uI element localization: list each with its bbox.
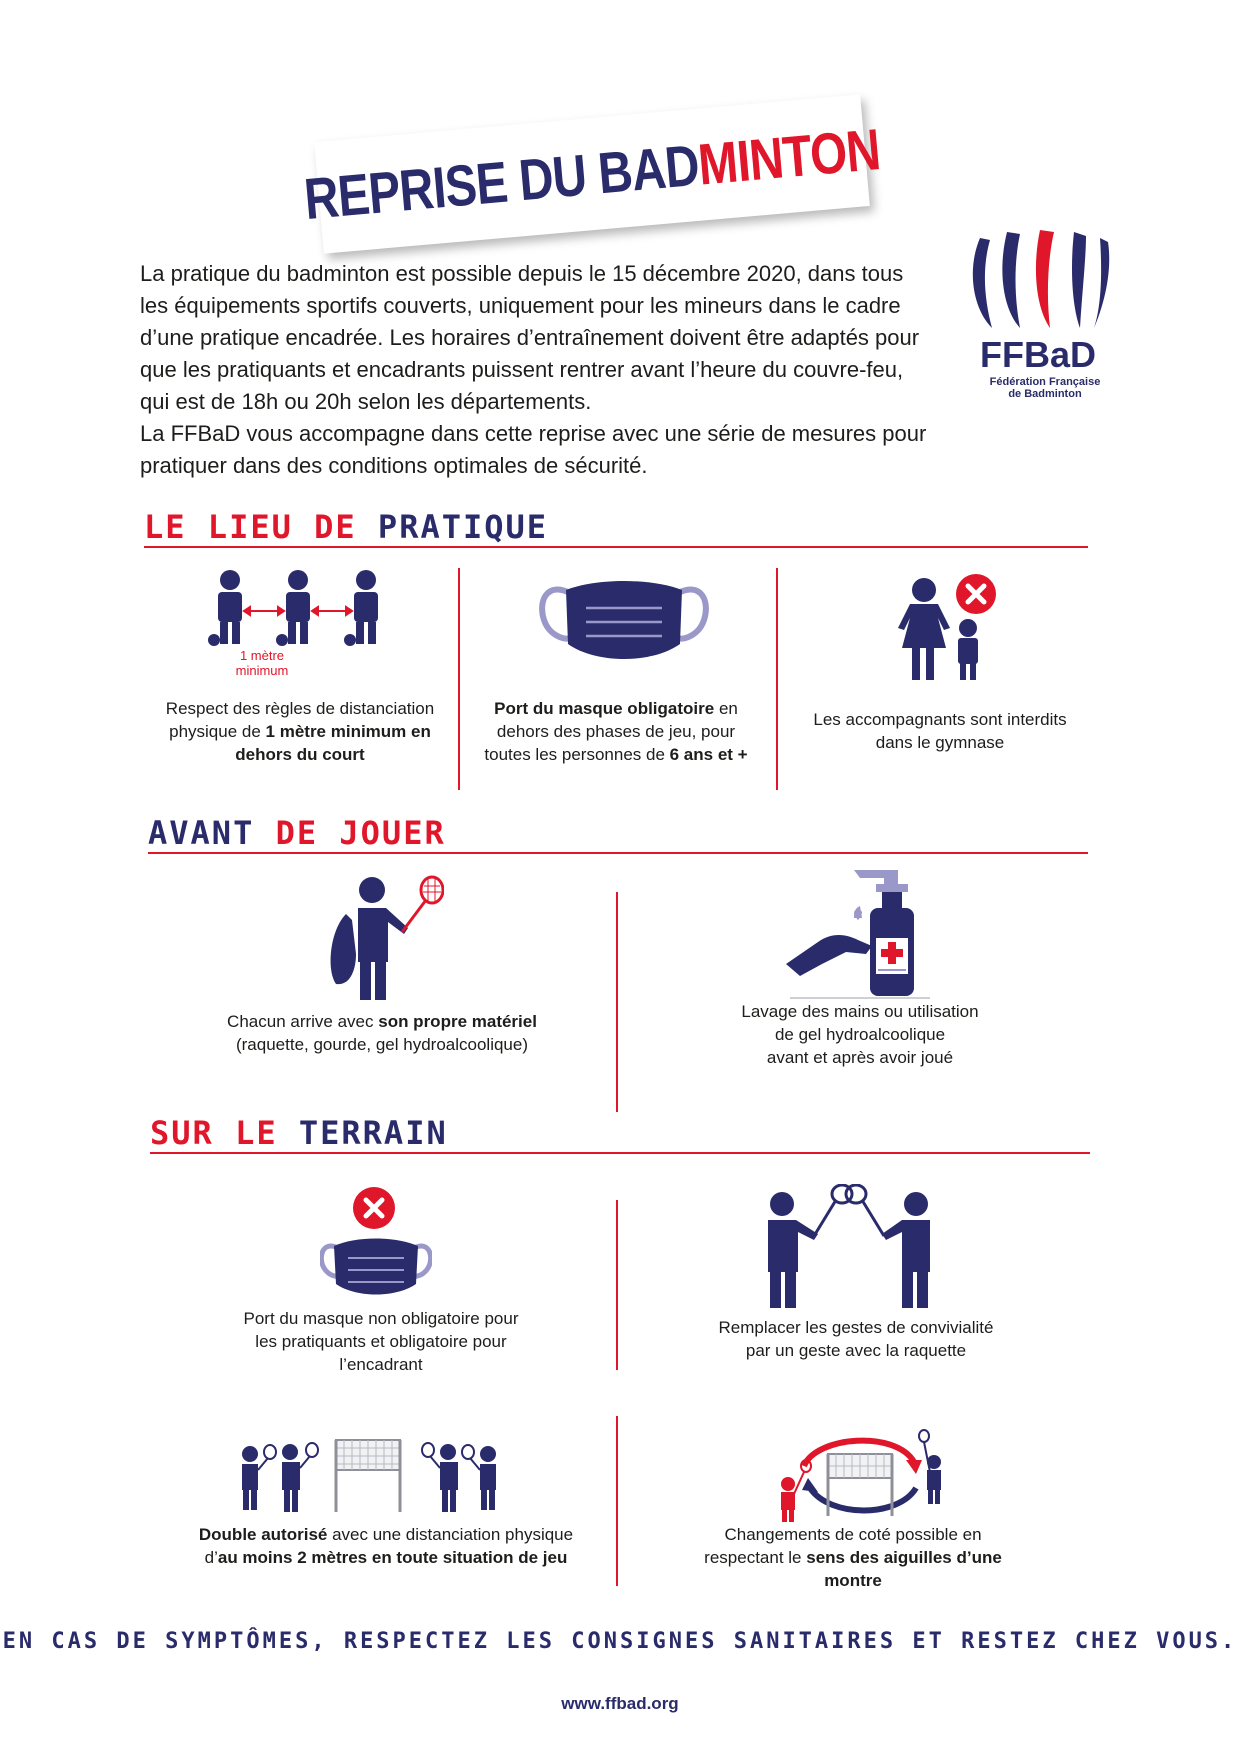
caption-mask-terrain <box>216 1307 546 1376</box>
section-title-terrain-part2: TERRAIN <box>298 1114 448 1152</box>
own-equipment-icon <box>322 874 444 1002</box>
caption-doubles <box>196 1523 576 1569</box>
intro-text <box>140 258 930 482</box>
hand-sanitizer-icon <box>780 868 940 1008</box>
caption-greeting-line1: Remplacer les gestes de convivialité <box>718 1318 994 1337</box>
caption-side-change-text: Changements de coté possible en respectant le <box>704 1525 982 1567</box>
caption-mask-text: en dehors des phases de jeu, pour toutes les personnes de <box>484 699 738 764</box>
section-title-lieu-part1: LE LIEU DE <box>144 508 378 546</box>
caption-equipment-bold: son propre matériel <box>378 1012 537 1031</box>
caption-mask-age: 6 ans et + <box>669 745 748 764</box>
logo-wordmark: FFBaD <box>980 334 1096 375</box>
section-rule-lieu <box>144 546 1088 548</box>
racket-greeting-icon <box>756 1184 942 1310</box>
caption-handwash-line1: Lavage des mains ou utilisation <box>741 1002 979 1021</box>
website-link[interactable]: www.ffbad.org <box>561 1694 679 1713</box>
distance-label <box>222 648 302 678</box>
mask-not-required-icon <box>320 1186 432 1296</box>
caption-greeting <box>686 1316 1026 1362</box>
caption-doubles-bold2: au moins 2 mètres en toute situation de jeu <box>217 1548 568 1567</box>
caption-handwash-line2: de gel hydroalcoolique <box>774 1025 946 1044</box>
caption-distancing-text: Respect des règles de distanciation physique de <box>165 699 435 741</box>
section-title-avant-part2: DE JOUER <box>275 814 446 852</box>
logo-subtitle-line2: de Badminton <box>1008 388 1082 400</box>
caption-mask-terrain-line3: l’encadrant <box>339 1355 423 1374</box>
logo-subtitle <box>980 376 1110 400</box>
divider <box>776 568 778 790</box>
section-title-terrain <box>150 1114 448 1152</box>
divider <box>616 892 618 1112</box>
divider <box>616 1200 618 1370</box>
caption-equipment-detail: (raquette, gourde, gel hydroalcoolique) <box>235 1035 529 1054</box>
caption-handwash <box>700 1000 1020 1069</box>
mask-icon <box>536 572 712 668</box>
page-title <box>302 115 883 232</box>
companions-forbidden-icon <box>888 572 1000 684</box>
section-rule-avant <box>148 852 1088 854</box>
caption-distancing <box>150 697 450 766</box>
section-title-avant-part1: AVANT <box>148 814 276 852</box>
side-change-icon <box>776 1426 948 1522</box>
section-title-lieu <box>144 508 548 546</box>
caption-mask-terrain-line1: Port du masque non obligatoire pour <box>243 1309 519 1328</box>
caption-side-change-bold: sens des aiguilles d’une montre <box>806 1548 1002 1590</box>
caption-mask <box>476 697 756 766</box>
title-part-red: MINTON <box>695 116 883 198</box>
caption-equipment-text: Chacun arrive avec <box>227 1012 379 1031</box>
distancing-icon <box>206 566 396 650</box>
intro-paragraph-2: La FFBaD vous accompagne dans cette reprise avec une série de mesures pour pratiquer dans des conditions optimales de sécurité. <box>140 421 927 478</box>
section-title-lieu-part2: PRATIQUE <box>377 508 549 546</box>
caption-mask-bold: Port du masque obligatoire <box>494 699 715 718</box>
caption-companions <box>800 708 1080 754</box>
divider <box>458 568 460 790</box>
title-part-navy: REPRISE DU BAD <box>301 132 702 232</box>
caption-side-change <box>688 1523 1018 1592</box>
caption-equipment <box>192 1010 572 1056</box>
distance-label-line2: minimum <box>235 663 289 678</box>
section-rule-terrain <box>150 1152 1090 1154</box>
symptoms-warning: EN CAS DE SYMPTÔMES, RESPECTEZ LES CONSIGNES SANITAIRES ET RESTEZ CHEZ VOUS. <box>2 1629 1238 1654</box>
logo-subtitle-line1: Fédération Française <box>989 376 1101 388</box>
caption-handwash-line3: avant et après avoir joué <box>766 1048 954 1067</box>
caption-companions-text: Les accompagnants sont interdits dans le gymnase <box>813 710 1067 752</box>
caption-doubles-text: avec une distanciation physique d’ <box>204 1525 574 1567</box>
doubles-icon <box>238 1430 502 1514</box>
caption-mask-terrain-line2: les pratiquants et obligatoire pour <box>255 1332 507 1351</box>
section-title-terrain-part1: SUR LE <box>150 1114 299 1152</box>
intro-paragraph-1: La pratique du badminton est possible depuis le 15 décembre 2020, dans tous les équipements sportifs couverts, uniquement pour les mineurs dans le cadre d’une pratique encadrée. Les horaires d’entraînement doivent être adaptés pour que les pratiquants et encadrants puissent rentrer avant l’heure du couvre-feu, qui est de 18h ou 20h selon les départements. <box>140 261 920 414</box>
caption-greeting-line2: par un geste avec la raquette <box>745 1341 967 1360</box>
caption-doubles-bold1: Double autorisé <box>198 1525 328 1544</box>
distance-label-line1: 1 mètre <box>239 648 285 663</box>
title-banner <box>301 94 883 253</box>
caption-distancing-bold: 1 mètre minimum en dehors du court <box>235 722 431 764</box>
section-title-avant <box>148 814 446 852</box>
divider <box>616 1416 618 1586</box>
